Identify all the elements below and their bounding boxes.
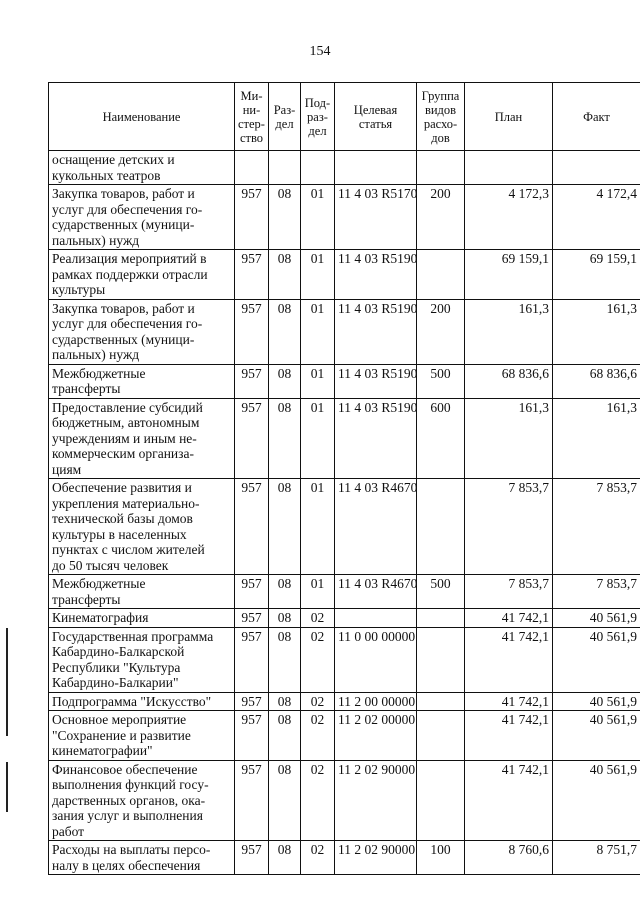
table-row [49, 299, 640, 364]
cell-section: 08 [269, 479, 301, 575]
cell-target: 11 2 02 90000 [335, 841, 417, 875]
cell-plan: 68 836,6 [465, 364, 553, 398]
left-edge-mark [6, 628, 8, 736]
cell-subsection: 01 [301, 364, 335, 398]
cell-subsection: 02 [301, 692, 335, 711]
cell-section: 08 [269, 575, 301, 609]
table-row [49, 479, 640, 575]
cell-section: 08 [269, 364, 301, 398]
cell-name: оснащение детских и кукольных театров [49, 151, 235, 185]
cell-target: 11 4 03 R5170 [335, 185, 417, 250]
cell-fact: 40 561,9 [553, 627, 640, 692]
page-number: 154 [309, 44, 331, 59]
cell-group [417, 250, 465, 300]
cell-name: Обеспечение развития и укрепления материально- технической базы домов культуры в населенных пунктах с числом жителей до 50 тысяч человек [49, 479, 235, 575]
cell-section: 08 [269, 398, 301, 479]
cell-fact: 69 159,1 [553, 250, 640, 300]
cell-group: 100 [417, 841, 465, 875]
cell-section: 08 [269, 627, 301, 692]
cell-name: Основное мероприятие "Сохранение и развитие кинематографии" [49, 711, 235, 761]
left-edge-mark [6, 762, 8, 812]
cell-ministry: 957 [235, 398, 269, 479]
cell-subsection: 01 [301, 398, 335, 479]
cell-group [417, 479, 465, 575]
table-body [49, 151, 640, 875]
header-group: Группа видов расхо- дов [417, 83, 465, 151]
table-row [49, 398, 640, 479]
cell-target: 11 2 00 00000 [335, 692, 417, 711]
cell-fact: 161,3 [553, 398, 640, 479]
cell-fact: 40 561,9 [553, 692, 640, 711]
header-name: Наименование [49, 83, 235, 151]
cell-subsection: 02 [301, 609, 335, 628]
cell-fact: 7 853,7 [553, 575, 640, 609]
cell-fact: 68 836,6 [553, 364, 640, 398]
cell-target: 11 0 00 00000 [335, 627, 417, 692]
cell-fact: 8 751,7 [553, 841, 640, 875]
header-plan: План [465, 83, 553, 151]
cell-fact: 40 561,9 [553, 711, 640, 761]
cell-name: Расходы на выплаты персо- налу в целях обеспечения [49, 841, 235, 875]
table-row [49, 609, 640, 628]
cell-target: 11 4 03 R4670 [335, 479, 417, 575]
cell-ministry: 957 [235, 711, 269, 761]
cell-fact: 7 853,7 [553, 479, 640, 575]
cell-ministry [235, 151, 269, 185]
header-target: Целевая статья [335, 83, 417, 151]
cell-plan: 8 760,6 [465, 841, 553, 875]
cell-subsection: 02 [301, 760, 335, 841]
cell-group [417, 151, 465, 185]
header-ministry: Ми- ни- стер- ство [235, 83, 269, 151]
cell-plan: 41 742,1 [465, 609, 553, 628]
cell-name: Межбюджетные трансферты [49, 575, 235, 609]
cell-plan: 161,3 [465, 299, 553, 364]
cell-ministry: 957 [235, 299, 269, 364]
table-header-row [49, 83, 640, 151]
cell-group: 500 [417, 575, 465, 609]
cell-group [417, 692, 465, 711]
cell-ministry: 957 [235, 250, 269, 300]
cell-name: Закупка товаров, работ и услуг для обеспечения го- сударственных (муници- пальных) нужд [49, 185, 235, 250]
cell-section: 08 [269, 711, 301, 761]
header-subsection: Под- раз- дел [301, 83, 335, 151]
table-row [49, 627, 640, 692]
cell-section: 08 [269, 185, 301, 250]
cell-section: 08 [269, 841, 301, 875]
cell-fact: 40 561,9 [553, 609, 640, 628]
cell-section: 08 [269, 760, 301, 841]
cell-group: 500 [417, 364, 465, 398]
cell-fact: 161,3 [553, 299, 640, 364]
cell-ministry: 957 [235, 609, 269, 628]
cell-plan: 4 172,3 [465, 185, 553, 250]
cell-target: 11 4 03 R5190 [335, 364, 417, 398]
cell-fact [553, 151, 640, 185]
cell-plan: 7 853,7 [465, 479, 553, 575]
cell-name: Государственная программа Кабардино-Балкарской Республики "Культура Кабардино-Балкарии" [49, 627, 235, 692]
cell-plan: 41 742,1 [465, 711, 553, 761]
cell-ministry: 957 [235, 185, 269, 250]
cell-target: 11 2 02 00000 [335, 711, 417, 761]
cell-subsection [301, 151, 335, 185]
cell-target [335, 151, 417, 185]
cell-subsection: 02 [301, 711, 335, 761]
budget-table [48, 82, 640, 875]
cell-group: 600 [417, 398, 465, 479]
cell-section: 08 [269, 299, 301, 364]
header-fact: Факт [553, 83, 640, 151]
table-row [49, 151, 640, 185]
cell-plan: 69 159,1 [465, 250, 553, 300]
cell-subsection: 01 [301, 299, 335, 364]
cell-section [269, 151, 301, 185]
table-row [49, 760, 640, 841]
cell-group: 200 [417, 185, 465, 250]
cell-name: Предоставление субсидий бюджетным, автономным учреждениям и иным не- коммерческим организа- циям [49, 398, 235, 479]
table-row [49, 575, 640, 609]
cell-plan: 161,3 [465, 398, 553, 479]
cell-plan: 41 742,1 [465, 692, 553, 711]
cell-name: Финансовое обеспечение выполнения функций госу- дарственных органов, ока- зания услуг и выполнения работ [49, 760, 235, 841]
table-row [49, 364, 640, 398]
cell-ministry: 957 [235, 627, 269, 692]
cell-ministry: 957 [235, 692, 269, 711]
cell-subsection: 02 [301, 841, 335, 875]
cell-fact: 40 561,9 [553, 760, 640, 841]
cell-target: 11 4 03 R5190 [335, 398, 417, 479]
cell-target: 11 4 03 R5190 [335, 299, 417, 364]
cell-subsection: 01 [301, 185, 335, 250]
cell-fact: 4 172,4 [553, 185, 640, 250]
cell-plan [465, 151, 553, 185]
table-row [49, 841, 640, 875]
cell-name: Подпрограмма "Искусство" [49, 692, 235, 711]
table-row [49, 250, 640, 300]
cell-name: Закупка товаров, работ и услуг для обеспечения го- сударственных (муници- пальных) нужд [49, 299, 235, 364]
cell-subsection: 01 [301, 250, 335, 300]
cell-ministry: 957 [235, 760, 269, 841]
cell-section: 08 [269, 692, 301, 711]
cell-name: Реализация мероприятий в рамках поддержки отрасли культуры [49, 250, 235, 300]
cell-ministry: 957 [235, 841, 269, 875]
cell-subsection: 01 [301, 479, 335, 575]
cell-subsection: 02 [301, 627, 335, 692]
cell-section: 08 [269, 609, 301, 628]
cell-group [417, 760, 465, 841]
cell-plan: 41 742,1 [465, 760, 553, 841]
cell-name: Кинематография [49, 609, 235, 628]
cell-plan: 41 742,1 [465, 627, 553, 692]
cell-target: 11 4 03 R5190 [335, 250, 417, 300]
cell-section: 08 [269, 250, 301, 300]
table-row [49, 185, 640, 250]
cell-name: Межбюджетные трансферты [49, 364, 235, 398]
cell-ministry: 957 [235, 364, 269, 398]
cell-group [417, 609, 465, 628]
cell-target: 11 4 03 R4670 [335, 575, 417, 609]
cell-subsection: 01 [301, 575, 335, 609]
cell-ministry: 957 [235, 575, 269, 609]
cell-target [335, 609, 417, 628]
cell-group [417, 627, 465, 692]
cell-plan: 7 853,7 [465, 575, 553, 609]
cell-group [417, 711, 465, 761]
table-row [49, 692, 640, 711]
cell-group: 200 [417, 299, 465, 364]
cell-target: 11 2 02 90000 [335, 760, 417, 841]
table-row [49, 711, 640, 761]
header-section: Раз- дел [269, 83, 301, 151]
cell-ministry: 957 [235, 479, 269, 575]
